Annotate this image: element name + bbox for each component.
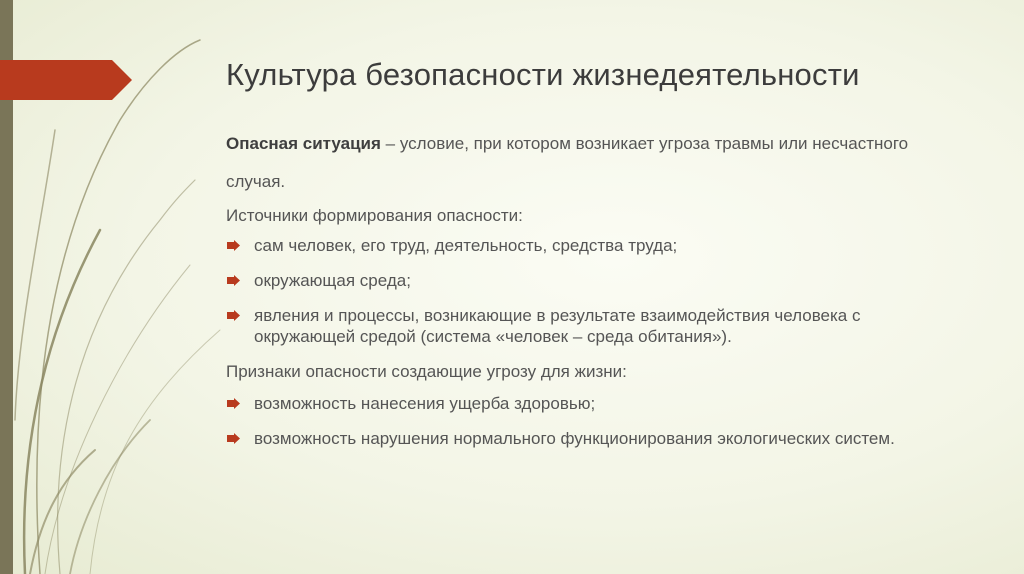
bullet-text: возможность нарушения нормального функционирования экологических систем. (254, 429, 895, 448)
bullet-arrow-icon (227, 398, 240, 409)
list-item (226, 270, 966, 291)
sources-heading: Источники формирования опасности: (226, 206, 523, 225)
list-item (226, 428, 966, 449)
definition-paragraph (226, 125, 966, 201)
bullet-arrow-icon (227, 310, 240, 321)
bullet-text: явления и процессы, возникающие в результате взаимодействия человека с окружающей средой (система «человек – среда обитания»). (254, 306, 861, 346)
bullet-arrow-icon (227, 433, 240, 444)
list-item (226, 235, 966, 256)
bullet-text: сам человек, его труд, деятельность, средства труда; (254, 236, 678, 255)
bullet-arrow-icon (227, 275, 240, 286)
slide-title: Культура безопасности жизнедеятельности (226, 57, 860, 92)
bullet-text: возможность нанесения ущерба здоровью; (254, 394, 596, 413)
signs-heading: Признаки опасности создающие угрозу для жизни: (226, 362, 627, 381)
list-item (226, 393, 966, 414)
list-item (226, 305, 966, 347)
bullet-arrow-icon (227, 240, 240, 251)
slide-content (226, 125, 966, 463)
definition-term: Опасная ситуация (226, 134, 381, 153)
bullet-text: окружающая среда; (254, 271, 411, 290)
title-arrow-banner (0, 60, 132, 100)
definition-text: – условие, при котором возникает угроза травмы или несчастного случая. (226, 134, 909, 191)
